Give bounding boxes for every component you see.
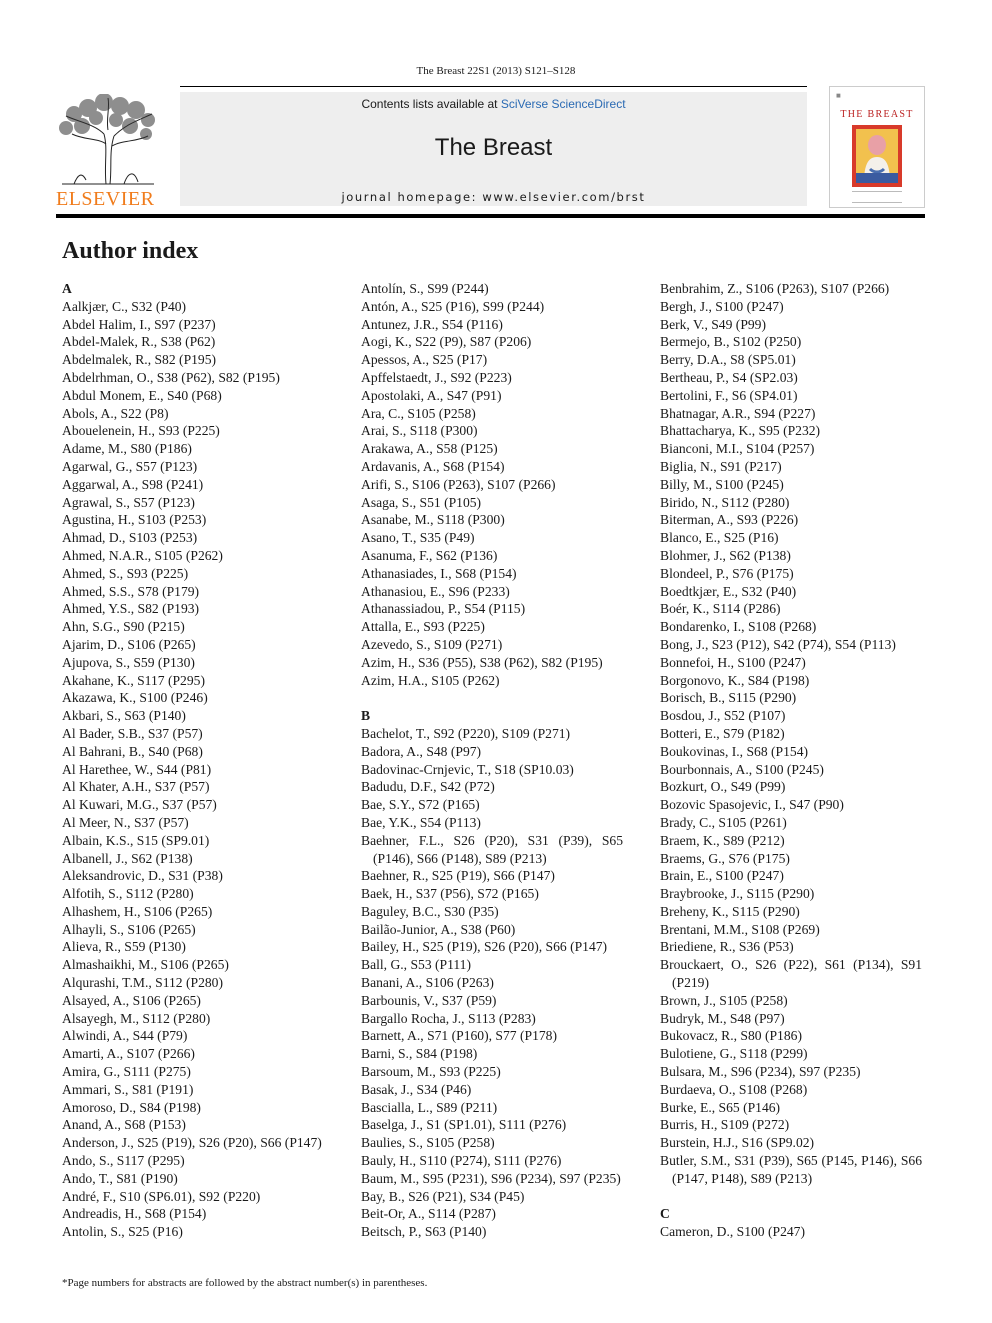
author-entry: Bong, J., S23 (P12), S42 (P74), S54 (P113): [660, 636, 896, 652]
author-entry: Ajarim, D., S106 (P265): [62, 636, 196, 652]
author-entry: Aggarwal, A., S98 (P241): [62, 476, 204, 492]
author-entry: Brain, E., S100 (P247): [660, 868, 784, 884]
author-entry: Ahmed, N.A.R., S105 (P262): [62, 547, 223, 563]
author-entry: Alqurashi, T.M., S112 (P280): [62, 975, 223, 991]
journal-cover-thumbnail: [829, 86, 925, 208]
author-entry: Ahmed, S.S., S78 (P179): [62, 583, 200, 599]
author-entry: Alfotih, S., S112 (P280): [62, 886, 194, 902]
author-entry: Barbounis, V., S37 (P59): [361, 992, 497, 1008]
author-entry: Budryk, M., S48 (P97): [660, 1010, 785, 1026]
author-entry: Butler, S.M., S31 (P39), S65 (P145, P146), S66 (P147, P148), S89 (P213): [660, 1153, 922, 1186]
author-entry: Bhatnagar, A.R., S94 (P227): [660, 405, 816, 421]
author-entry: Boér, K., S114 (P286): [660, 601, 781, 617]
author-entry: Baselga, J., S1 (SP1.01), S111 (P276): [361, 1117, 567, 1133]
author-entry: Abdel-Malek, R., S38 (P62): [62, 334, 216, 350]
author-entry: Basak, J., S34 (P46): [361, 1081, 472, 1097]
author-entry: Baum, M., S95 (P231), S96 (P234), S97 (P235): [361, 1170, 621, 1186]
author-entry: Azim, H., S36 (P55), S38 (P62), S82 (P195): [361, 654, 603, 670]
author-entry: Bukovacz, R., S80 (P186): [660, 1028, 802, 1044]
author-entry: Blondeel, P., S76 (P175): [660, 565, 794, 581]
author-entry: Borisch, B., S115 (P290): [660, 690, 797, 706]
cover-title: THE BREAST: [840, 109, 914, 120]
author-entry: Azevedo, S., S109 (P271): [361, 636, 503, 652]
author-entry: Azim, H.A., S105 (P262): [361, 672, 500, 688]
author-entry: Ando, S., S117 (P295): [62, 1153, 185, 1169]
section-gap: [660, 1188, 922, 1206]
author-entry: Ball, G., S53 (P111): [361, 957, 472, 973]
author-entry: Andreadis, H., S68 (P154): [62, 1206, 207, 1222]
author-entry: Apffelstaedt, J., S92 (P223): [361, 369, 512, 385]
author-entry: Breheny, K., S115 (P290): [660, 903, 800, 919]
author-entry: Akbari, S., S63 (P140): [62, 708, 186, 724]
section-letter: B: [361, 708, 371, 724]
index-column-2: [361, 280, 623, 1241]
author-entry: Bergh, J., S100 (P247): [660, 298, 784, 314]
author-entry: Boedtkjær, E., S32 (P40): [660, 583, 797, 599]
author-entry: Baguley, B.C., S30 (P35): [361, 903, 499, 919]
author-entry: Bondarenko, I., S108 (P268): [660, 619, 817, 635]
author-entry: Antolín, S., S99 (P244): [361, 281, 489, 296]
author-entry: Biterman, A., S93 (P226): [660, 512, 799, 528]
author-entry: Bertheau, P., S4 (SP2.03): [660, 369, 798, 385]
author-entry: Burke, E., S65 (P146): [660, 1099, 781, 1115]
author-entry: Bulotiene, G., S118 (P299): [660, 1046, 808, 1062]
section-gap: [361, 689, 623, 707]
author-entry: Barsoum, M., S93 (P225): [361, 1064, 501, 1080]
author-entry: Brown, J., S105 (P258): [660, 992, 788, 1008]
author-entry: Billy, M., S100 (P245): [660, 476, 784, 492]
author-entry: Agrawal, S., S57 (P123): [62, 494, 195, 510]
index-column-1: [62, 280, 324, 1241]
author-entry: Alhashem, H., S106 (P265): [62, 903, 213, 919]
author-entry: Blohmer, J., S62 (P138): [660, 547, 791, 563]
author-entry: Abdelmalek, R., S82 (P195): [62, 352, 217, 368]
section-letter: A: [62, 281, 72, 296]
author-entry: Burstein, H.J., S16 (SP9.02): [660, 1135, 815, 1151]
author-entry: Braem, K., S89 (P212): [660, 832, 785, 848]
author-entry: Abdel Halim, I., S97 (P237): [62, 316, 216, 332]
author-entry: Abouelenein, H., S93 (P225): [62, 423, 220, 439]
author-entry: Bozovic Spasojevic, I., S47 (P90): [660, 797, 844, 813]
author-entry: Asanuma, F., S62 (P136): [361, 547, 498, 563]
author-entry: Bailey, H., S25 (P19), S26 (P20), S66 (P147): [361, 939, 608, 955]
author-entry: Albanell, J., S62 (P138): [62, 850, 193, 866]
author-entry: Bargallo Rocha, J., S113 (P283): [361, 1010, 536, 1026]
author-entry: Baulies, S., S105 (P258): [361, 1135, 495, 1151]
author-entry: Alsayed, A., S106 (P265): [62, 992, 201, 1008]
author-entry: Beit-Or, A., S114 (P287): [361, 1206, 496, 1222]
author-entry: Arakawa, A., S58 (P125): [361, 441, 498, 457]
author-entry: Al Bahrani, B., S40 (P68): [62, 743, 203, 759]
author-entry: Alhayli, S., S106 (P265): [62, 921, 196, 937]
page-title: Author index: [62, 238, 199, 264]
author-entry: Ara, C., S105 (P258): [361, 405, 476, 421]
author-entry: Akahane, K., S117 (P295): [62, 672, 205, 688]
footnote: *Page numbers for abstracts are followed by the abstract number(s) in parentheses.: [62, 1277, 428, 1289]
author-entry: Akazawa, K., S100 (P246): [62, 690, 208, 706]
author-entry: Antolin, S., S25 (P16): [62, 1224, 183, 1240]
cover-tag-icon: ■: [836, 91, 841, 100]
contents-prefix: Contents lists available at: [361, 97, 501, 111]
author-entry: Anand, A., S68 (P153): [62, 1117, 186, 1133]
author-entry: Ahn, S.G., S90 (P215): [62, 619, 185, 635]
author-entry: Bae, Y.K., S54 (P113): [361, 814, 481, 830]
author-entry: Brouckaert, O., S26 (P22), S61 (P134), S91 (P219): [660, 957, 922, 991]
author-entry: Bhattacharya, K., S95 (P232): [660, 423, 821, 439]
author-entry: Ahmed, Y.S., S82 (P193): [62, 601, 200, 617]
author-entry: Brady, C., S105 (P261): [660, 814, 787, 830]
author-entry: Bay, B., S26 (P21), S34 (P45): [361, 1188, 525, 1204]
author-entry: Benbrahim, Z., S106 (P263), S107 (P266): [660, 281, 890, 296]
author-entry: Aalkjær, C., S32 (P40): [62, 298, 187, 314]
author-entry: Alwindi, A., S44 (P79): [62, 1028, 188, 1044]
author-entry: Al Kuwari, M.G., S37 (P57): [62, 797, 217, 813]
author-entry: Abdul Monem, E., S40 (P68): [62, 387, 222, 403]
author-entry: Borgonovo, K., S84 (P198): [660, 672, 810, 688]
author-entry: Briediene, R., S36 (P53): [660, 939, 794, 955]
author-entry: Almashaikhi, M., S106 (P265): [62, 957, 229, 973]
author-entry: Baehner, F.L., S26 (P20), S31 (P39), S65 (P146), S66 (P148), S89 (P213): [361, 832, 623, 866]
author-entry: Al Harethee, W., S44 (P81): [62, 761, 212, 777]
author-entry: Asano, T., S35 (P49): [361, 530, 475, 546]
author-entry: Aogi, K., S22 (P9), S87 (P206): [361, 334, 532, 350]
journal-citation: The Breast 22S1 (2013) S121–S128: [416, 65, 576, 77]
author-entry: Beitsch, P., S63 (P140): [361, 1224, 487, 1240]
author-entry: Agustina, H., S103 (P253): [62, 512, 207, 528]
author-entry: Apessos, A., S25 (P17): [361, 352, 488, 368]
author-entry: André, F., S10 (SP6.01), S92 (P220): [62, 1188, 261, 1204]
cover-text-lines: [852, 191, 902, 203]
header-top-rule: [180, 86, 807, 87]
author-entry: Al Khater, A.H., S37 (P57): [62, 779, 210, 795]
author-entry: Anderson, J., S25 (P19), S26 (P20), S66 (P147): [62, 1135, 322, 1151]
author-entry: Braems, G., S76 (P175): [660, 850, 790, 866]
author-entry: Ando, T., S81 (P190): [62, 1170, 178, 1186]
author-entry: Agarwal, G., S57 (P123): [62, 458, 198, 474]
header-thick-rule: [56, 214, 925, 218]
author-entry: Ardavanis, A., S68 (P154): [361, 458, 505, 474]
author-entry: Bertolini, F., S6 (SP4.01): [660, 387, 798, 403]
author-entry: Asaga, S., S51 (P105): [361, 494, 482, 510]
author-entry: Abdelrhman, O., S38 (P62), S82 (P195): [62, 369, 280, 385]
author-entry: Barni, S., S84 (P198): [361, 1046, 478, 1062]
contents-availability: [180, 97, 807, 111]
author-entry: Antunez, J.R., S54 (P116): [361, 316, 503, 332]
author-entry: Badudu, D.F., S42 (P72): [361, 779, 495, 795]
author-entry: Bulsara, M., S96 (P234), S97 (P235): [660, 1064, 861, 1080]
author-entry: Amira, G., S111 (P275): [62, 1064, 191, 1080]
journal-title: The Breast: [434, 134, 553, 161]
author-entry: Badora, A., S48 (P97): [361, 743, 482, 759]
author-entry: Amoroso, D., S84 (P198): [62, 1099, 201, 1115]
author-entry: Botteri, E., S79 (P182): [660, 725, 785, 741]
author-entry: Berry, D.A., S8 (SP5.01): [660, 352, 796, 368]
author-entry: Ahmed, S., S93 (P225): [62, 565, 189, 581]
author-entry: Arai, S., S118 (P300): [361, 423, 478, 439]
author-entry: Alsayegh, M., S112 (P280): [62, 1010, 211, 1026]
author-entry: Ahmad, D., S103 (P253): [62, 530, 198, 546]
author-entry: Alieva, R., S59 (P130): [62, 939, 186, 955]
cover-artwork-image: [852, 125, 902, 187]
author-entry: Al Bader, S.B., S37 (P57): [62, 725, 203, 741]
author-entry: Bermejo, B., S102 (P250): [660, 334, 802, 350]
author-entry: Baehner, R., S25 (P19), S66 (P147): [361, 868, 555, 884]
author-entry: Albain, K.S., S15 (SP9.01): [62, 832, 210, 848]
author-entry: Bosdou, J., S52 (P107): [660, 708, 786, 724]
author-entry: Apostolaki, A., S47 (P91): [361, 387, 502, 403]
author-entry: Blanco, E., S25 (P16): [660, 530, 779, 546]
journal-homepage[interactable]: journal homepage: www.elsevier.com/brst: [341, 190, 646, 204]
author-entry: Athanasiou, E., S96 (P233): [361, 583, 510, 599]
sciencedirect-link[interactable]: SciVerse ScienceDirect: [500, 97, 626, 111]
author-entry: Brentani, M.M., S108 (P269): [660, 921, 820, 937]
author-entry: Badovinac-Crnjevic, T., S18 (SP10.03): [361, 761, 574, 777]
author-entry: Berk, V., S49 (P99): [660, 316, 766, 332]
author-entry: Bae, S.Y., S72 (P165): [361, 797, 480, 813]
author-entry: Abols, A., S22 (P8): [62, 405, 169, 421]
author-entry: Bauly, H., S110 (P274), S111 (P276): [361, 1153, 562, 1169]
journal-header-box: [180, 92, 807, 206]
author-entry: Athanassiadou, P., S54 (P115): [361, 601, 526, 617]
author-entry: Arifi, S., S106 (P263), S107 (P266): [361, 476, 556, 492]
author-entry: Barnett, A., S71 (P160), S77 (P178): [361, 1028, 557, 1044]
author-entry: Cameron, D., S100 (P247): [660, 1224, 805, 1240]
author-entry: Bianconi, M.I., S104 (P257): [660, 441, 815, 457]
section-letter: C: [660, 1206, 670, 1222]
author-entry: Attalla, E., S93 (P225): [361, 619, 485, 635]
author-entry: Al Meer, N., S37 (P57): [62, 814, 189, 830]
author-entry: Baek, H., S37 (P56), S72 (P165): [361, 886, 539, 902]
author-entry: Ajupova, S., S59 (P130): [62, 654, 195, 670]
author-entry: Aleksandrovic, D., S31 (P38): [62, 868, 223, 884]
author-entry: Asanabe, M., S118 (P300): [361, 512, 505, 528]
author-entry: Antón, A., S25 (P16), S99 (P244): [361, 298, 545, 314]
author-entry: Bonnefoi, H., S100 (P247): [660, 654, 806, 670]
author-entry: Amarti, A., S107 (P266): [62, 1046, 195, 1062]
author-entry: Bailão-Junior, A., S38 (P60): [361, 921, 516, 937]
author-entry: Biglia, N., S91 (P217): [660, 458, 782, 474]
author-entry: Banani, A., S106 (P263): [361, 975, 494, 991]
author-entry: Adame, M., S80 (P186): [62, 441, 192, 457]
author-entry: Burris, H., S109 (P272): [660, 1117, 790, 1133]
author-entry: Bozkurt, O., S49 (P99): [660, 779, 786, 795]
author-entry: Boukovinas, I., S68 (P154): [660, 743, 809, 759]
author-entry: Bourbonnais, A., S100 (P245): [660, 761, 824, 777]
author-entry: Burdaeva, O., S108 (P268): [660, 1081, 808, 1097]
author-entry: Braybrooke, J., S115 (P290): [660, 886, 815, 902]
author-entry: Ammari, S., S81 (P191): [62, 1081, 194, 1097]
author-entry: Birido, N., S112 (P280): [660, 494, 790, 510]
index-column-3: [660, 280, 922, 1241]
author-entry: Bascialla, L., S89 (P211): [361, 1099, 498, 1115]
author-entry: Athanasiades, I., S68 (P154): [361, 565, 517, 581]
author-entry: Bachelot, T., S92 (P220), S109 (P271): [361, 725, 571, 741]
publisher-name: ELSEVIER: [56, 188, 155, 210]
